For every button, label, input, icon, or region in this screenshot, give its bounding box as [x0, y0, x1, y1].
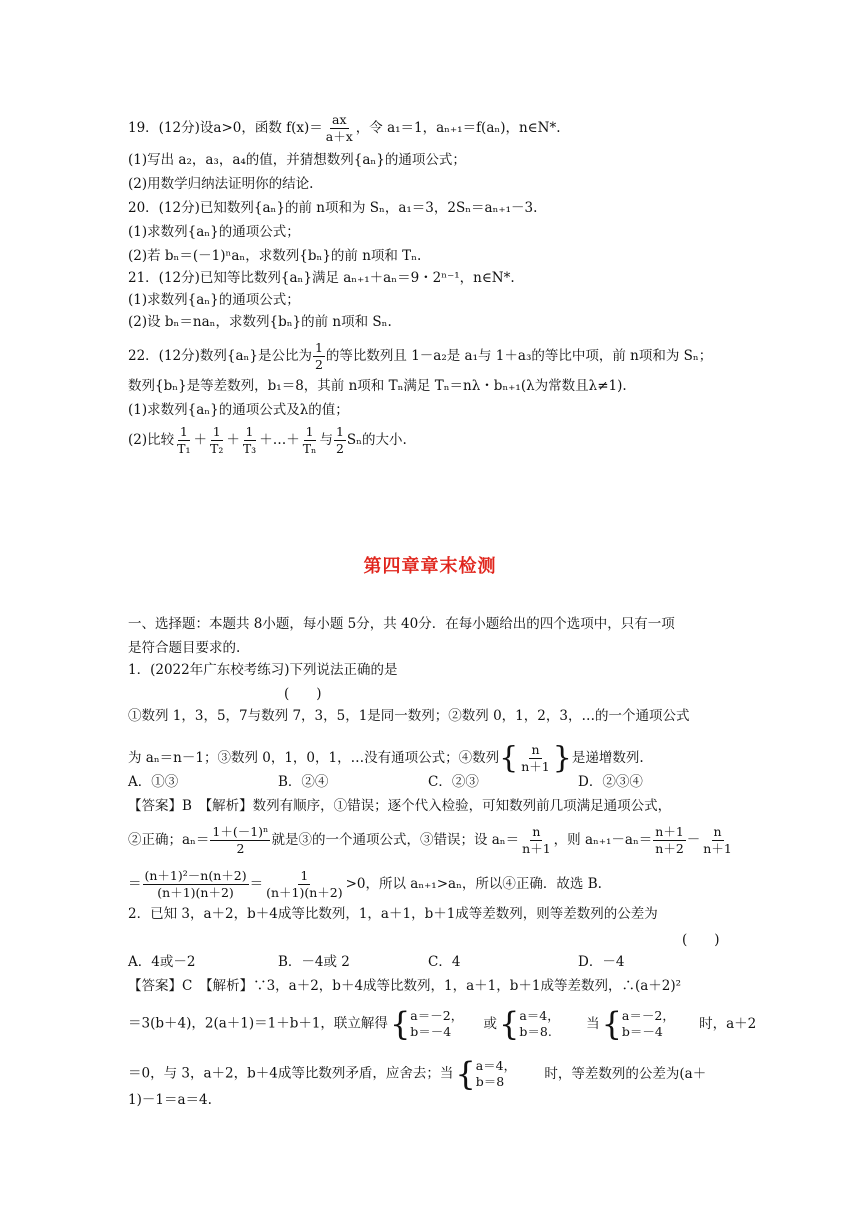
q2-sys4-row1: a＝4，: [475, 1058, 517, 1073]
left-brace: {: [499, 740, 519, 776]
p22-frac-t3-num: 1: [245, 424, 254, 439]
q1-ans-frac-b-den: n＋1: [522, 841, 551, 856]
q2-system-2: { a＝4， b＝8.: [499, 1005, 560, 1043]
p22-half-den: 2: [314, 357, 323, 372]
q2-options: [128, 952, 728, 972]
q1-ans-frac-a: [210, 824, 270, 857]
q1-ans-frac-f-den: (n＋1)(n＋2): [266, 885, 343, 900]
q2-sys3-row1: a＝－2，: [621, 1008, 675, 1023]
p22-head-a: 22．(12分)数列{aₙ}是公比为: [128, 348, 312, 364]
right-brace: }: [552, 740, 572, 776]
q2-ans3-a: ＝0，与 3，a＋2，b＋4成等比数列矛盾，应舍去；当: [128, 1065, 454, 1082]
q1-line2: [128, 742, 644, 775]
q2-option-c[interactable]: C．4: [428, 954, 461, 970]
p22-frac-tn: [301, 424, 319, 457]
q1-stem: 1．(2022年广东校考练习)下列说法正确的是: [128, 662, 398, 678]
q1-answer-line3: ＝ $\frac{\text{(n＋1)²－n(n＋2)}}{(n+1)(n+2)}$ ＝ $\frac{1}{(n+1)(n+2)}$ >0，所以 aₙ₊₁>aₙ，所以④正确．故选 B.: [128, 868, 602, 900]
q2-system-3: { a＝－2， b＝－4: [601, 1005, 675, 1043]
p22-frac-t1-den: T₁: [177, 441, 191, 456]
p22-frac-t2: [208, 424, 225, 457]
q1-ans-frac-c-den: n＋2: [655, 841, 684, 856]
section-intro-line1: 一、选择题：本题共 8小题，每小题 5分，共 40分．在每小题给出的四个选项中，只有一项: [128, 616, 675, 632]
p22-line2: 数列{bₙ}是等差数列，b₁＝8，其前 n项和 Tₙ满足 Tₙ＝nλ・bₙ₊₁(λ为常数且λ≠1).: [128, 378, 627, 394]
p19-tail: ，令 a₁＝1，aₙ₊₁＝f(aₙ)，n∈N*.: [355, 120, 561, 136]
q1-line2-a: 为 aₙ＝n－1；③数列 0，1，0，1，…没有通项公式；④数列: [128, 750, 500, 766]
section-title: 第四章章末检测: [363, 556, 497, 577]
p21-q2: (2)设 bₙ＝naₙ，求数列{bₙ}的前 n项和 Sₙ.: [128, 314, 392, 330]
q2-sys1-row2: b＝－4: [410, 1024, 452, 1039]
q1-ans2-c: ，则 aₙ₊₁－aₙ＝: [553, 832, 653, 848]
q2-sys1-row1: a＝－2，: [410, 1008, 464, 1023]
problem-21-head: 21．(12分)已知等比数列{aₙ}满足 aₙ₊₁＋aₙ＝9・2ⁿ⁻¹，n∈N*.: [128, 270, 515, 286]
p19-frac-num: ax: [332, 112, 347, 127]
q1-ans-frac-d-den: n＋1: [703, 841, 732, 856]
q1-ans-frac-e-den: (n＋1)(n＋2): [157, 885, 234, 900]
p20-q2: (2)若 bₙ＝(－1)ⁿaₙ，求数列{bₙ}的前 n项和 Tₙ.: [128, 248, 422, 264]
q1-option-b[interactable]: B．②④: [278, 774, 329, 790]
q2-sys3-row2: b＝－4: [621, 1024, 663, 1039]
q2-ans3-b: 时，等差数列的公差为(a＋: [544, 1065, 707, 1082]
q1-seq-fraction: [519, 742, 552, 775]
p22-frac-tn-den: Tₙ: [302, 441, 317, 456]
p22-frac-half-den: 2: [335, 441, 344, 456]
q2-stem: 2．已知 3，a＋2，b＋4成等比数列，1，a＋1，b＋1成等差数列，则等差数列的公差为: [128, 906, 658, 922]
q1-answer-line1: 【答案】B 【解析】数列有顺序，①错误；逐个代入检验，可知数列前几项满足通项公式，: [128, 798, 672, 814]
q1-seq-num: n: [531, 742, 540, 757]
q1-ans-frac-f: [264, 868, 345, 901]
p22-frac-t3-den: T₃: [242, 441, 257, 456]
q2-system-1: { a＝－2， b＝－4: [389, 1005, 464, 1043]
p19-q1: (1)写出 a₂，a₃，a₄的值，并猜想数列{aₙ}的通项公式；: [128, 152, 466, 168]
q1-ans-frac-b-num: n: [532, 824, 541, 839]
p22-q2-c: Sₙ的大小.: [346, 432, 407, 448]
p22-q1: (1)求数列{aₙ}的通项公式及λ的值；: [128, 402, 349, 418]
q2-sys4-row2: b＝8: [475, 1074, 505, 1089]
p22-half-num: 1: [314, 340, 323, 355]
q1-ans-frac-d: [701, 824, 734, 857]
p21-q1: (1)求数列{aₙ}的通项公式；: [128, 292, 300, 308]
q2-answer-line4: 1)－1＝a＝4.: [128, 1092, 212, 1108]
section-intro-line2: 是符合题目要求的.: [128, 640, 241, 656]
q1-ans-frac-b: [520, 824, 553, 857]
q2-answer-paren: ( ): [682, 932, 720, 948]
p22-half-fraction: [313, 340, 325, 373]
q2-answer-line1: 【答案】C 【解析】∵3，a＋2，b＋4成等比数列，1，a＋1，b＋1成等差数列，∴(a＋2)²: [128, 978, 682, 994]
p22-head-b: 的等比数列且 1－a₂是 a₁与 1＋a₃的等比中项，前 n项和为 Sₙ；: [325, 348, 713, 364]
p22-frac-t2-num: 1: [212, 424, 221, 439]
p22-q2-b: 与: [319, 432, 333, 448]
p22-plus-1: ＋: [193, 432, 207, 448]
problem-19-head: [128, 112, 561, 145]
p19-fraction: [324, 112, 355, 145]
p19-frac-den: a＋x: [325, 129, 353, 144]
q2-ans2-a: ＝3(b＋4)，2(a＋1)＝1＋b＋1，联立解得: [128, 1015, 388, 1032]
p22-plus-2: ＋: [226, 432, 240, 448]
q1-option-a[interactable]: A．①③: [128, 774, 179, 790]
p20-q1: (1)求数列{aₙ}的通项公式；: [128, 224, 300, 240]
q2-answer-line3: [128, 1055, 707, 1093]
q1-option-d[interactable]: D．②③④: [578, 774, 643, 790]
q1-ans-frac-e-num: (n＋1)²－n(n＋2): [144, 868, 247, 883]
problem-22-head: [128, 340, 712, 373]
q1-ans-frac-a-den: 2: [236, 841, 245, 856]
q2-answer-line2: [128, 1005, 757, 1043]
p19-head-text: 19．(12分)设a>0，函数 f(x)＝: [128, 120, 323, 136]
q2-system-4: { a＝4， b＝8: [455, 1055, 517, 1093]
p22-frac-t2-den: T₂: [209, 441, 224, 456]
p22-dots: ＋…＋: [259, 432, 300, 448]
q1-options: [128, 772, 728, 792]
p22-frac-t1: [175, 424, 192, 457]
q1-ans-frac-a-num: 1＋(－1)ⁿ: [212, 824, 269, 839]
p19-q2: (2)用数学归纳法证明你的结论.: [128, 176, 314, 192]
q1-line2-b: 是递增数列.: [571, 750, 644, 766]
q1-answer-line2: ②正确；aₙ＝ $\frac{\text{1＋(－1)ⁿ}}{2}$ 就是③的一个通项公式，③错误；设 aₙ＝ $\frac{n}{n+1}$ ，则 aₙ₊₁－aₙ＝ $\frac{n+1}{n+2}$ － $\frac{n}{n+1}$: [128, 824, 732, 856]
q1-ans3-tail: >0，所以 aₙ₊₁>aₙ，所以④正确．故选 B.: [345, 876, 602, 892]
problem-20-head: 20．(12分)已知数列{aₙ}的前 n项和为 Sₙ，a₁＝3，2Sₙ＝aₙ₊₁－3.: [128, 200, 538, 216]
p22-frac-half-num: 1: [335, 424, 344, 439]
p22-frac-t1-num: 1: [179, 424, 188, 439]
q1-ans-frac-c: [653, 824, 686, 857]
q1-ans-frac-c-num: n＋1: [655, 824, 684, 839]
q2-ans2-b: 时，a＋2: [699, 1015, 757, 1032]
q1-option-c[interactable]: C．②③: [428, 774, 479, 790]
q1-ans-frac-d-num: n: [713, 824, 722, 839]
q1-seq-den: n＋1: [521, 759, 550, 774]
q1-line1: ①数列 1，3，5，7与数列 7，3，5，1是同一数列；②数列 0，1，2，3，…的一个通项公式: [128, 708, 690, 724]
p22-frac-t3: [241, 424, 258, 457]
q1-answer-paren: ( ): [284, 686, 322, 702]
p22-q2-a: (2)比较: [128, 432, 175, 448]
q2-sys2-row1: a＝4，: [519, 1008, 560, 1023]
q1-ans2-b: 就是③的一个通项公式，③错误；设 aₙ＝: [271, 832, 520, 848]
q1-ans-frac-e: [143, 868, 249, 901]
q2-option-a[interactable]: A．4或－2: [128, 954, 196, 970]
p22-frac-tn-num: 1: [305, 424, 314, 439]
q2-option-b[interactable]: B．－4或 2: [278, 954, 350, 970]
q1-ans2-a: ②正确；aₙ＝: [128, 832, 210, 848]
q2-when-1: 当: [586, 1015, 600, 1032]
q2-or: 或: [483, 1015, 497, 1032]
q2-sys2-row2: b＝8.: [519, 1024, 552, 1039]
q1-ans-frac-f-num: 1: [300, 868, 309, 883]
q2-option-d[interactable]: D．－4: [578, 954, 625, 970]
p22-q2: [128, 424, 407, 457]
p22-frac-half: [334, 424, 346, 457]
